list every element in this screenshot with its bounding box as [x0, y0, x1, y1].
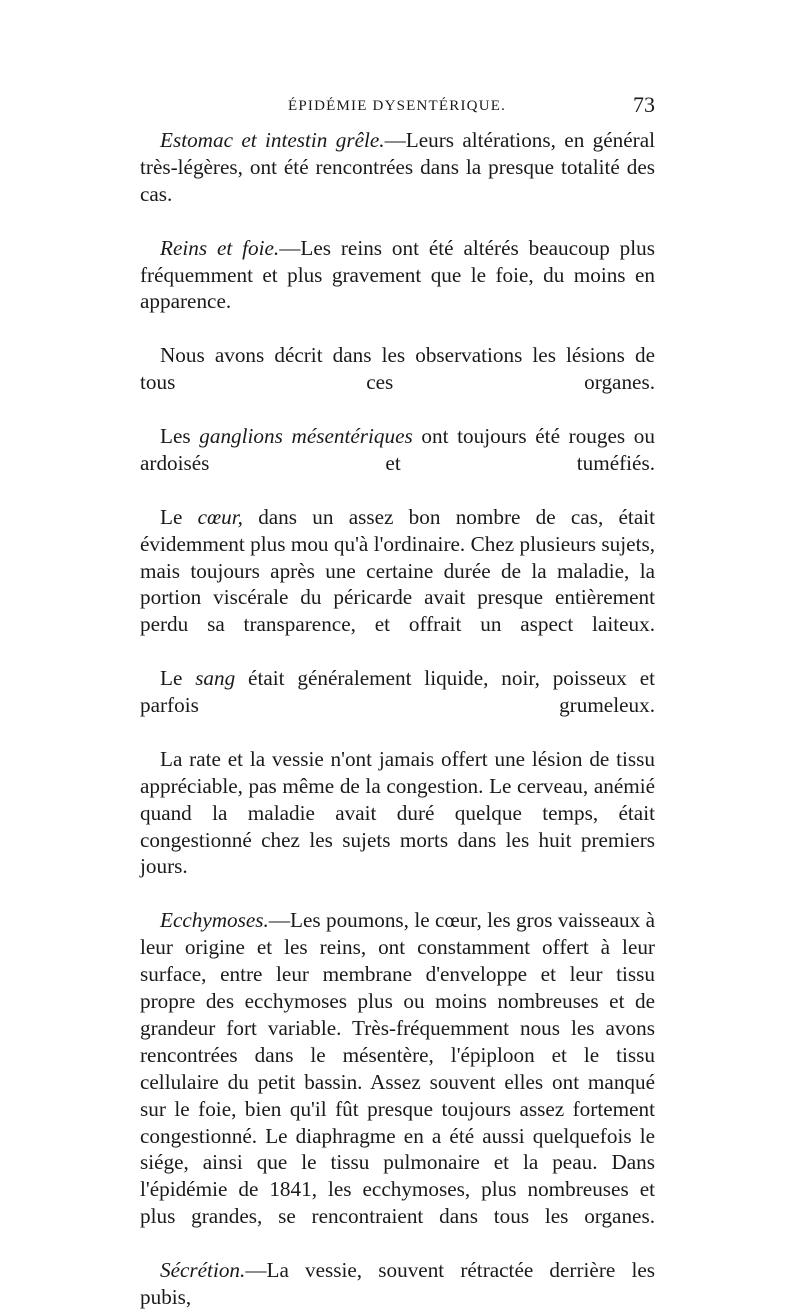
italic-lead: ganglions mésentériques: [199, 423, 413, 448]
paragraph-text: était généralement liquide, noir, poisseux et parfois grumeleux.: [140, 666, 655, 718]
paragraph-reins: [140, 235, 655, 343]
paragraph-text: —Leurs altérations, en général très-légères, ont été rencontrées dans la presque totalité des cas.: [140, 128, 655, 206]
running-title: ÉPIDÉMIE DYSENTÉRIQUE.: [288, 98, 507, 114]
paragraph-ecchymoses: [140, 907, 655, 1257]
paragraph-rate: [140, 746, 655, 907]
paragraph-text: Nous avons décrit dans les observations les lésions de tous ces organes.: [140, 343, 655, 395]
paragraph-text: —Les reins ont été altérés beaucoup plus fréquemment et plus gravement que le foie, du moins en apparence.: [140, 235, 655, 314]
italic-lead: Estomac et intestin grêle.: [160, 128, 385, 152]
paragraph-text: —Les poumons, le cœur, les gros vaisseaux à leur origine et les reins, ont constamment offert à leur surface, entre leur membrane d'enveloppe et leur tissu propre des ecchymoses plus ou moins nombreuses et de grandeur fort variable. Très-fréquemment nous les avons rencontrées dans le mésentère, l'épiploon et le tissu cellulaire du petit bassin. Assez souvent elles ont manqué sur le foie, bien qu'il fût presque toujours assez fortement congestionné. Le diaphragme en a été aussi quelquefois le siége, ainsi que le tissu pulmonaire et la peau. Dans l'épidémie de 1841, les ecchymoses, plus nombreuses et plus grandes, se rencontraient dans tous les organes.: [140, 908, 655, 1229]
italic-lead: cœur,: [197, 504, 243, 529]
paragraph-pre: Les: [160, 423, 200, 448]
paragraph-pre: Le: [160, 504, 198, 529]
paragraph-observations: [140, 342, 655, 423]
paragraph-coeur: [140, 504, 655, 665]
paragraph-text: ont toujours été rouges ou ardoisés et tuméfiés.: [140, 423, 655, 475]
paragraph-text: dans un assez bon nombre de cas, était évidemment plus mou qu'à l'ordinaire. Chez plusieurs sujets, mais toujours après une certaine durée de la maladie, la portion viscérale du péricarde avait presque entièrement perdu sa transparence, et offrait un aspect laiteux.: [140, 504, 655, 637]
italic-lead: Ecchymoses.: [160, 908, 269, 933]
page-number: 73: [633, 92, 655, 117]
paragraph-pre: Le: [160, 666, 196, 691]
italic-lead: Reins et foie.: [160, 235, 280, 260]
paragraph-ganglions: [140, 423, 655, 504]
paragraph-text: La rate et la vessie n'ont jamais offert une lésion de tissu appréciable, pas même de la congestion. Le cerveau, anémié quand la maladie avait duré quelque temps, était congestionné chez les sujets morts dans les huit premiers jours.: [140, 746, 655, 879]
paragraph-secretion: [140, 1257, 655, 1311]
paragraph-text: —La vessie, souvent rétractée derrière les pubis,: [140, 1258, 655, 1309]
italic-lead: Sécrétion.: [160, 1258, 246, 1283]
italic-lead: sang: [195, 666, 236, 691]
paragraph-estomac: [140, 127, 655, 235]
paragraph-sang: [140, 665, 655, 746]
page-header: [140, 92, 655, 122]
body-text: [140, 127, 655, 1311]
